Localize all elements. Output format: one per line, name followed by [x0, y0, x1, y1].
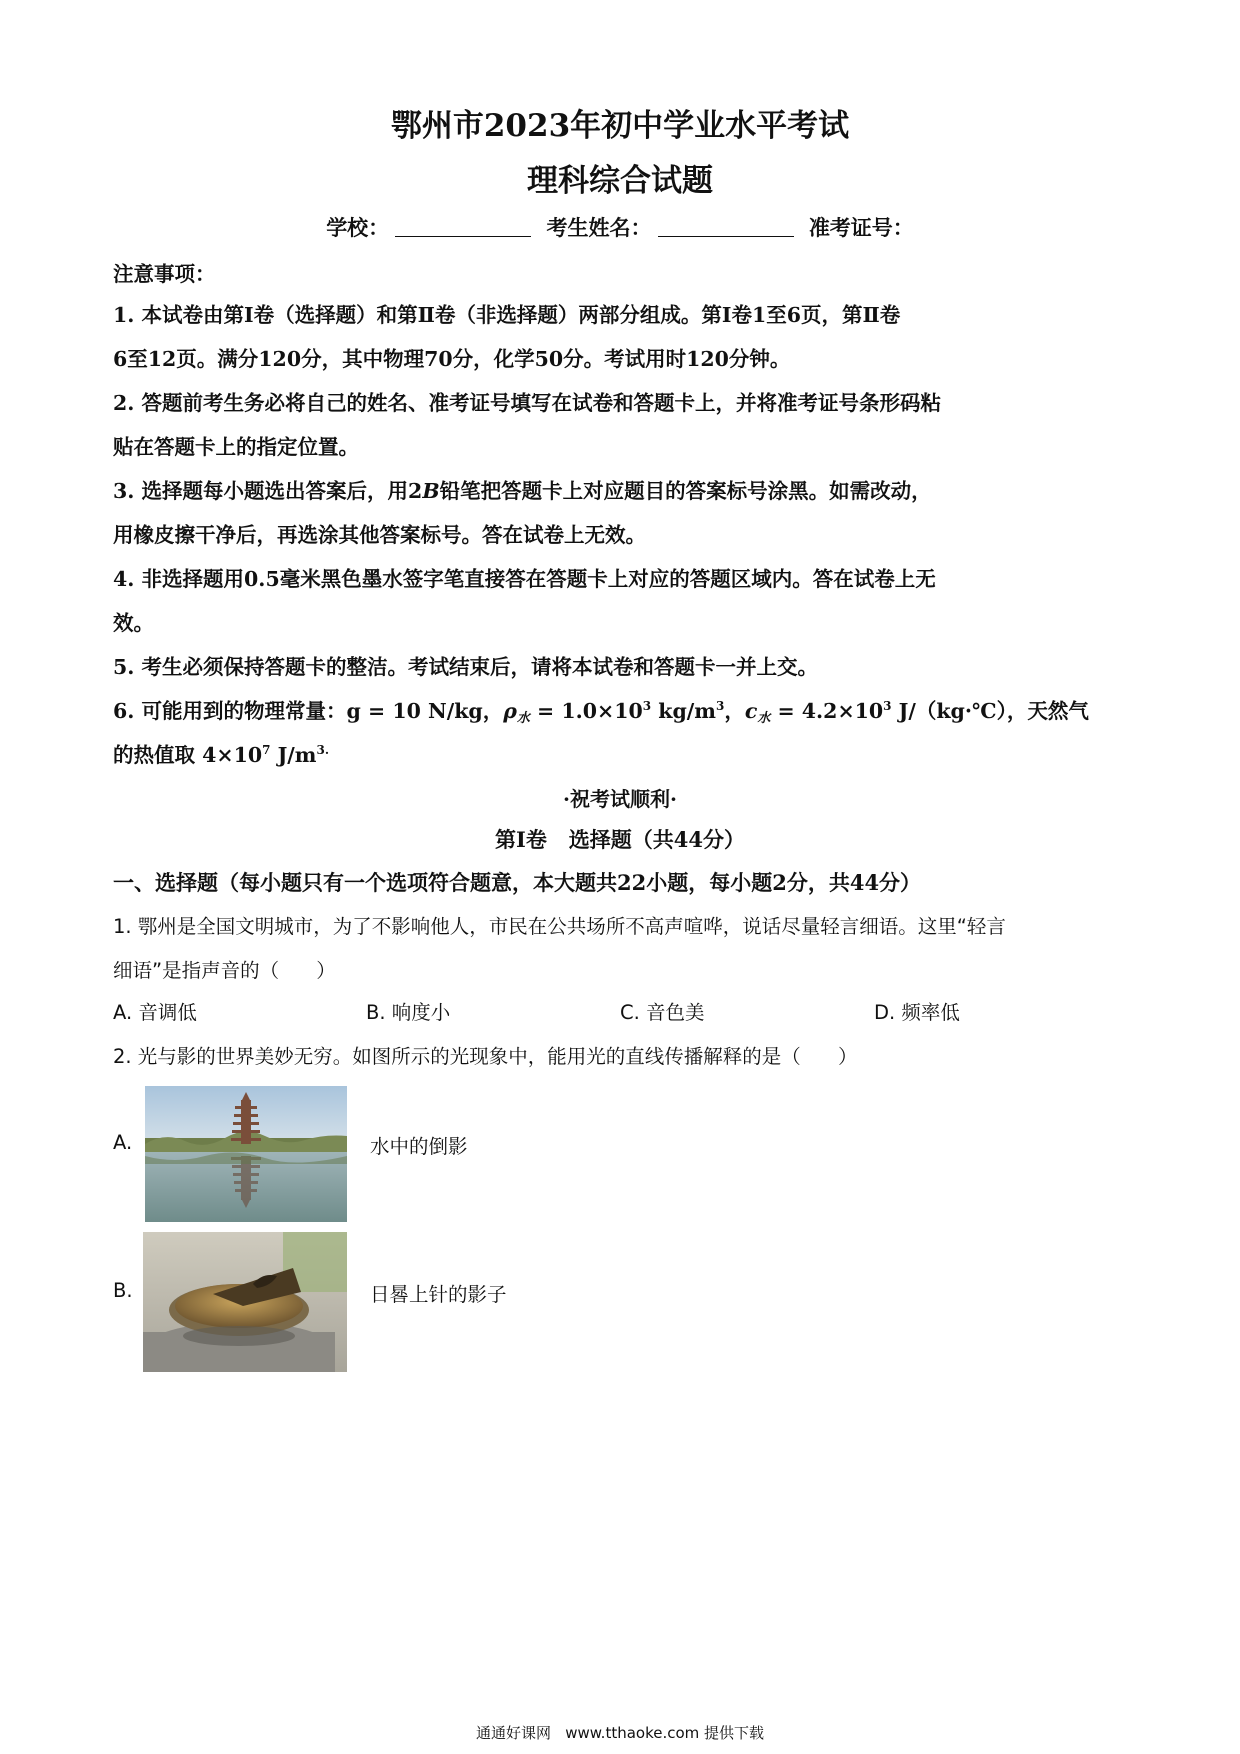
pagoda-reflection-illustration	[145, 1086, 347, 1222]
exp-4: 7	[262, 743, 271, 758]
page-footer: 通通好课网 www.tthaoke.com 提供下载	[475, 1724, 765, 1742]
rho-subscript: 水	[516, 711, 530, 726]
section-1-heading: 一、选择题（每小题只有一个选项符合题意，本大题共22小题，每小题2分，共44分）	[113, 870, 922, 895]
note-2-line-2: 贴在答题卡上的指定位置。	[113, 435, 359, 459]
school-label: 学校：	[326, 215, 390, 240]
note-5: 5. 考生必须保持答题卡的整洁。考试结束后，请将本试卷和答题卡一并上交。	[113, 655, 819, 679]
exp-2: 3	[715, 699, 725, 714]
q1-stem-line-2: 细语”是指声音的（ ）	[113, 959, 336, 982]
sundial-illustration	[143, 1232, 347, 1372]
name-blank	[658, 216, 794, 237]
c-subscript: 水	[757, 711, 771, 726]
note-6-heat-capacity: = 4.2×10	[770, 699, 884, 723]
notes-heading: 注意事项：	[113, 262, 216, 286]
note-3-line-1	[113, 474, 932, 504]
rho-symbol: ρ	[503, 699, 517, 723]
candidate-info-line	[0, 212, 1240, 242]
exp-3: 3	[883, 699, 892, 714]
good-luck-wish: ·祝考试顺利·	[563, 787, 677, 811]
part-1-heading: 第Ⅰ卷 选择题（共44分）	[495, 827, 745, 852]
note-3-text-a: 3. 选择题每小题选出答案后，用2	[113, 479, 423, 503]
sundial-image	[143, 1232, 347, 1372]
name-label: 考生姓名：	[546, 215, 652, 240]
q1-stem-line-1: 1. 鄂州是全国文明城市，为了不影响他人，市民在公共场所不高声喧哗，说话尽量轻言细语。这里“轻言	[113, 915, 1006, 938]
q2-option-a-letter: A.	[113, 1131, 133, 1154]
note-6-heat-unit: J/（kg·℃），天然气	[891, 699, 1089, 723]
note-6-gas-unit: J/m	[270, 743, 317, 767]
q2-stem: 2. 光与影的世界美妙无穷。如图所示的光现象中，能用光的直线传播解释的是（ ）	[113, 1045, 858, 1068]
note-6-line-2	[113, 738, 329, 768]
note-6-density: = 1.0×10	[529, 699, 643, 723]
note-3-pencil-grade: B	[422, 479, 440, 503]
note-1-line-1: 1. 本试卷由第Ⅰ卷（选择题）和第Ⅱ卷（非选择题）两部分组成。第Ⅰ卷1至6页，第Ⅱ卷	[113, 303, 901, 327]
exp-1: 3	[642, 699, 652, 714]
pagoda-reflection-image	[145, 1086, 347, 1222]
note-4-line-2: 效。	[113, 611, 154, 635]
note-6-gas-value: 的热值取 4×10	[113, 743, 263, 767]
exam-subtitle: 理科综合试题	[527, 163, 713, 199]
note-2-line-1: 2. 答题前考生务必将自己的姓名、准考证号填写在试卷和答题卡上，并将准考证号条形码粘	[113, 391, 942, 415]
exam-id-label: 准考证号：	[808, 215, 914, 240]
q2-option-b-caption: 日晷上针的影子	[370, 1283, 507, 1306]
note-4-line-1: 4. 非选择题用0.5毫米黑色墨水签字笔直接答在答题卡上对应的答题区域内。答在试卷上无	[113, 567, 936, 591]
q1-option-c: C. 音色美	[620, 1001, 705, 1024]
school-blank	[395, 216, 531, 237]
exp-5: 3.	[316, 743, 330, 758]
note-6-line-1	[113, 694, 1089, 726]
q2-option-a-caption: 水中的倒影	[370, 1135, 468, 1158]
note-6-density-unit: kg/m	[651, 699, 716, 723]
c-symbol: c	[744, 699, 758, 723]
q1-option-d: D. 频率低	[874, 1001, 960, 1024]
note-3-line-2: 用橡皮擦干净后，再选涂其他答案标号。答在试卷上无效。	[113, 523, 646, 547]
note-1-line-2: 6至12页。满分120分，其中物理70分，化学50分。考试用时120分钟。	[113, 347, 791, 371]
exam-title: 鄂州市2023年初中学业水平考试	[390, 108, 850, 144]
note-6-comma: ，	[724, 699, 745, 723]
note-6-gravity: 6. 可能用到的物理常量：g = 10 N/kg，	[113, 699, 504, 723]
note-3-text-b: 铅笔把答题卡上对应题目的答案标号涂黑。如需改动，	[439, 479, 932, 503]
q1-option-a: A. 音调低	[113, 1001, 197, 1024]
q1-option-b: B. 响度小	[366, 1001, 451, 1024]
q2-option-b-letter: B.	[113, 1279, 133, 1302]
